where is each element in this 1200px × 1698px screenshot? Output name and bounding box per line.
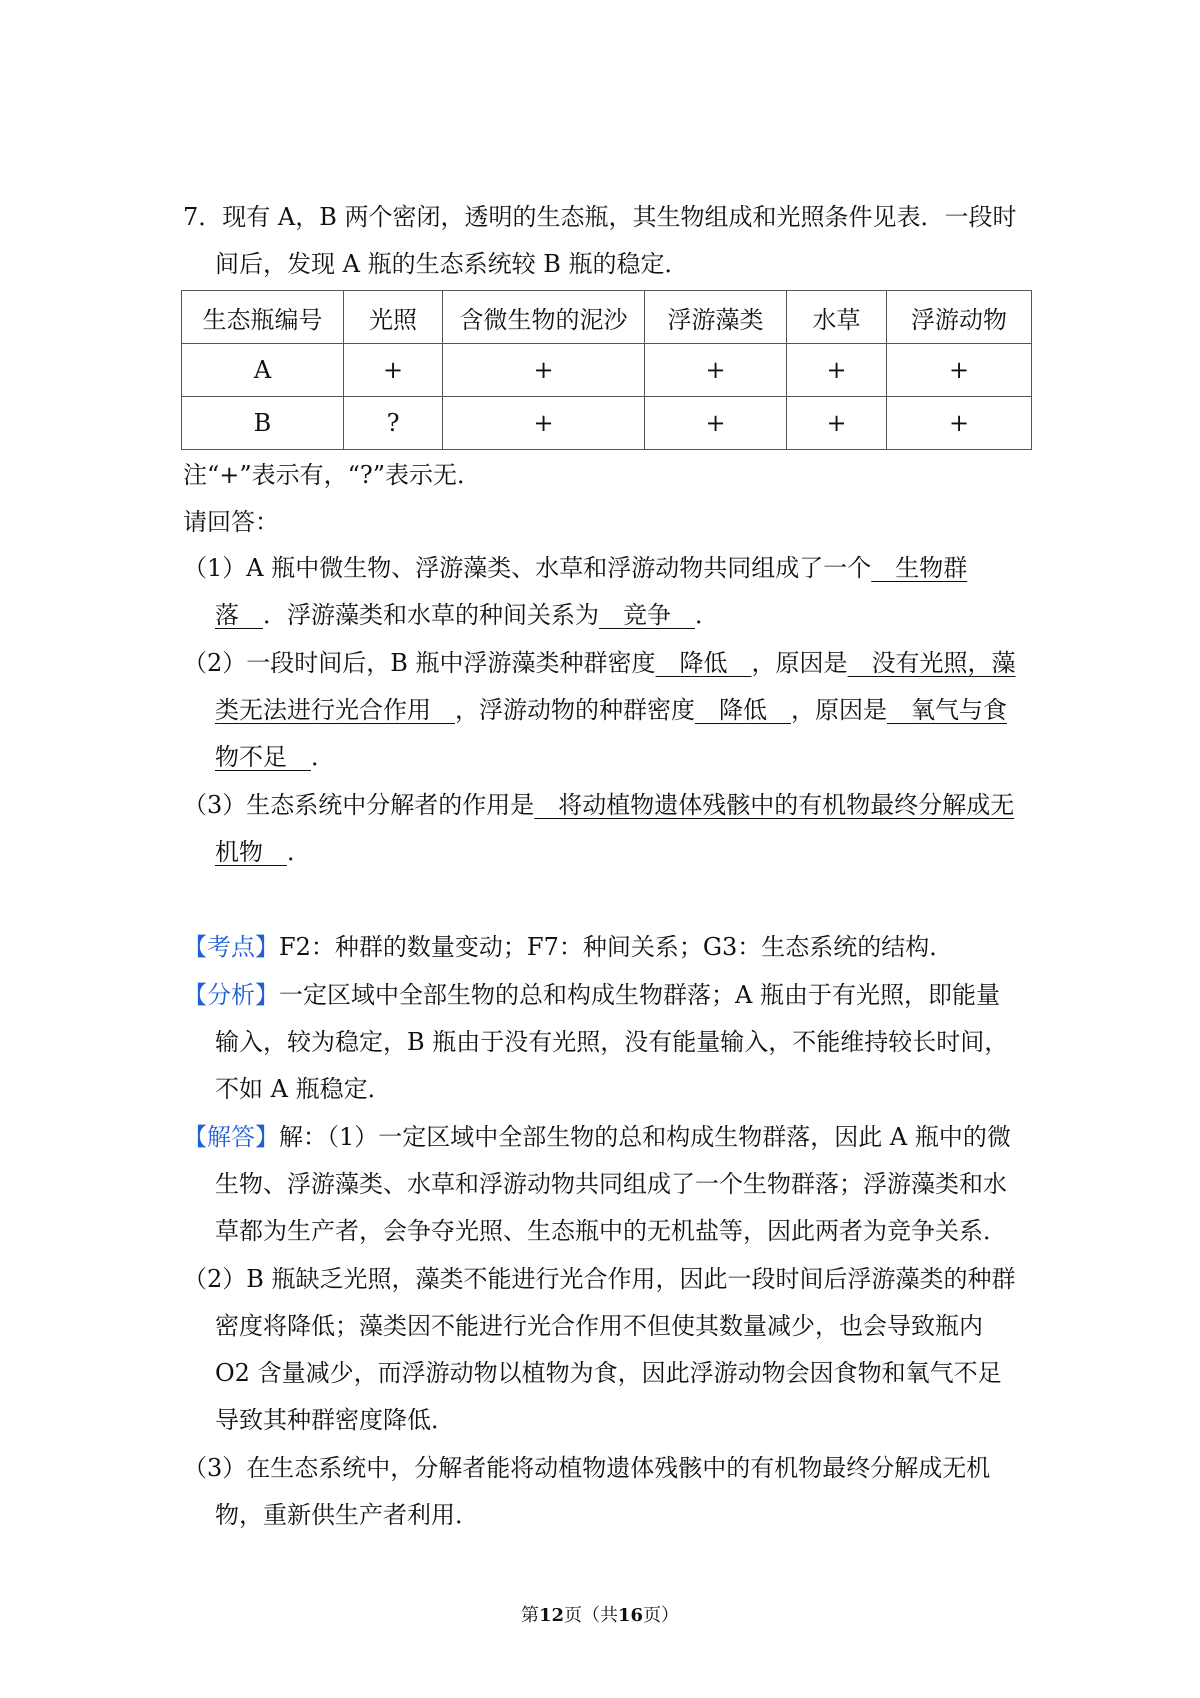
q2-answer-4: 氧气与食	[887, 696, 1007, 724]
q3-answer-1: 将动植物遗体残骸中的有机物最终分解成无	[534, 791, 1015, 819]
q2-text: （2）一段时间后，B 瓶中浮游藻类种群密度	[183, 649, 656, 677]
fenxi-tag: 【分析】	[183, 981, 279, 1009]
q2-answer-4-cont: 物不足	[215, 743, 311, 771]
q1-answer-1: 生物群	[871, 554, 968, 582]
page-number: 12	[538, 1605, 564, 1626]
q1-text: （1）A 瓶中微生物、浮游藻类、水草和浮游动物共同组成了一个	[183, 554, 872, 582]
q2-line-2	[215, 695, 1007, 725]
table-cell: +	[344, 344, 443, 397]
q3-line-1	[183, 790, 1014, 820]
question-line-1: 7．现有 A，B 两个密闭，透明的生态瓶，其生物组成和光照条件见表．一段时	[183, 203, 1017, 231]
q2-line-3	[215, 742, 335, 772]
q3-answer-1-cont: 机物	[215, 838, 287, 866]
fenxi-line-2: 输入，较为稳定，B 瓶由于没有光照，没有能量输入，不能维持较长时间，	[215, 1028, 1009, 1056]
table-header-cell: 含微生物的泥沙	[443, 291, 645, 344]
fenxi-line-3: 不如 A 瓶稳定．	[215, 1075, 392, 1103]
footer-text: 第	[520, 1605, 539, 1626]
q1-answer-1-cont: 落	[215, 601, 263, 629]
answer-prompt: 请回答：	[183, 508, 279, 536]
table-header-row	[182, 291, 1032, 344]
kaodian-tag: 【考点】	[183, 933, 279, 961]
table-cell: +	[645, 397, 787, 450]
q2-answer-1: 降低	[655, 649, 752, 677]
q3-text: （3）生态系统中分解者的作用是	[183, 791, 535, 819]
table-cell: B	[182, 397, 344, 450]
q2-answer-2-cont: 类无法进行光合作用	[215, 696, 455, 724]
table-header-cell: 生态瓶编号	[182, 291, 344, 344]
jieda-line-3: 草都为生产者，会争夺光照、生态瓶中的无机盐等，因此两者为竞争关系．	[215, 1217, 1007, 1245]
q2-text: ．	[311, 743, 335, 771]
kaodian-line	[183, 932, 953, 962]
q2-text: ，原因是	[751, 649, 848, 677]
ecosystem-table	[181, 290, 1032, 450]
table-cell: +	[787, 397, 887, 450]
page-total: 16	[618, 1605, 644, 1626]
table-cell: +	[443, 344, 645, 397]
jieda-p2-line-1: （2）B 瓶缺乏光照，藻类不能进行光合作用，因此一段时间后浮游藻类的种群	[183, 1265, 1016, 1293]
jieda-p3-line-2: 物，重新供生产者利用．	[215, 1501, 479, 1529]
table-row	[182, 397, 1032, 450]
jieda-p2-line-4: 导致其种群密度降低．	[215, 1406, 455, 1434]
q1-text: ．	[695, 601, 719, 629]
q3-text: ．	[287, 838, 311, 866]
q1-line-2	[215, 600, 719, 630]
q2-line-1	[183, 648, 1016, 678]
jieda-line-2: 生物、浮游藻类、水草和浮游动物共同组成了一个生物群落；浮游藻类和水	[215, 1170, 1007, 1198]
table-header-cell: 水草	[787, 291, 887, 344]
table-cell: +	[645, 344, 787, 397]
fenxi-text: 一定区域中全部生物的总和构成生物群落；A 瓶由于有光照，即能量	[279, 981, 1000, 1009]
table-header-cell: 浮游藻类	[645, 291, 787, 344]
table-note: 注“+”表示有，“?”表示无．	[183, 461, 482, 489]
footer-text: 页）	[643, 1605, 680, 1626]
q2-answer-3: 降低	[695, 696, 791, 724]
table-cell: A	[182, 344, 344, 397]
jieda-p3-line-1: （3）在生态系统中，分解者能将动植物遗体残骸中的有机物最终分解成无机	[183, 1454, 991, 1482]
table-cell: +	[887, 397, 1032, 450]
table-cell: +	[443, 397, 645, 450]
question-line-2: 间后，发现 A 瓶的生态系统较 B 瓶的稳定．	[215, 250, 689, 278]
jieda-text: 解：（1）一定区域中全部生物的总和构成生物群落，因此 A 瓶中的微	[279, 1123, 1011, 1151]
jieda-p2-line-2: 密度将降低；藻类因不能进行光合作用不但使其数量减少，也会导致瓶内	[215, 1312, 983, 1340]
q1-line-1	[183, 553, 967, 583]
fenxi-line-1	[183, 980, 1000, 1010]
table-header-cell: 浮游动物	[887, 291, 1032, 344]
table-header-cell: 光照	[344, 291, 443, 344]
q3-line-2	[215, 837, 311, 867]
q2-text: ，原因是	[791, 696, 887, 724]
kaodian-text: F2：种群的数量变动；F7：种间关系；G3：生态系统的结构．	[279, 933, 954, 961]
page-footer	[0, 1604, 1200, 1628]
jieda-tag: 【解答】	[183, 1123, 279, 1151]
q1-text: ．浮游藻类和水草的种间关系为	[263, 601, 599, 629]
q2-text: ，浮游动物的种群密度	[455, 696, 695, 724]
q2-answer-2: 没有光照，藻	[847, 649, 1016, 677]
footer-text: 页（共	[564, 1605, 618, 1626]
table-cell: +	[887, 344, 1032, 397]
q1-answer-2: 竞争	[599, 601, 695, 629]
table-cell: ?	[344, 397, 443, 450]
jieda-p2-line-3: O2 含量减少，而浮游动物以植物为食，因此浮游动物会因食物和氧气不足	[215, 1359, 1002, 1387]
table-cell: +	[787, 344, 887, 397]
table-row	[182, 344, 1032, 397]
jieda-line-1	[183, 1122, 1011, 1152]
